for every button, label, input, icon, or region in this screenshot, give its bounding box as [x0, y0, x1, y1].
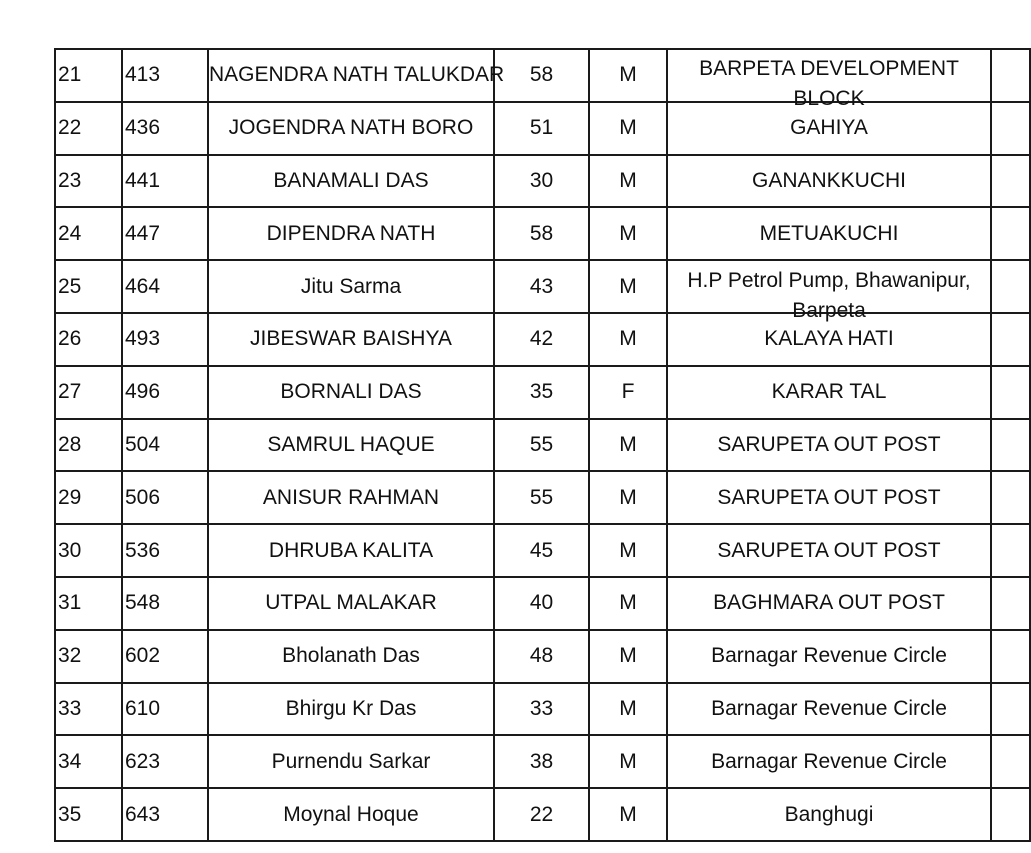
- office-cell: [667, 155, 991, 208]
- staff-table: [54, 48, 1031, 842]
- name-cell: BORNALI DAS: [208, 366, 494, 419]
- serial-number-cell: 32: [55, 630, 122, 683]
- gender-cell: M: [589, 155, 667, 208]
- serial-number-cell: 25: [55, 260, 122, 313]
- office-cell: [667, 471, 991, 524]
- office-text: GANANKKUCHI: [751, 168, 907, 192]
- office-cell: [667, 366, 991, 419]
- name-cell: DHRUBA KALITA: [208, 524, 494, 577]
- code-cell: 413: [122, 49, 208, 102]
- blank-cell: [991, 49, 1030, 102]
- serial-number-cell: 21: [55, 49, 122, 102]
- office-cell: [667, 630, 991, 683]
- code-cell: 464: [122, 260, 208, 313]
- serial-number-cell: 29: [55, 471, 122, 524]
- age-cell: 55: [494, 419, 589, 472]
- office-text: GAHIYA: [790, 116, 868, 140]
- serial-number-cell: 35: [55, 788, 122, 841]
- table-row: [55, 207, 1030, 260]
- office-text: Barnagar Revenue Circle: [711, 696, 947, 720]
- code-cell: 441: [122, 155, 208, 208]
- office-cell: [667, 207, 991, 260]
- serial-number-cell: 33: [55, 683, 122, 736]
- gender-cell: M: [589, 207, 667, 260]
- age-cell: 58: [494, 49, 589, 102]
- name-cell: Jitu Sarma: [208, 260, 494, 313]
- office-text: Barnagar Revenue Circle: [711, 644, 947, 668]
- gender-cell: F: [589, 366, 667, 419]
- serial-number-cell: 22: [55, 102, 122, 155]
- office-text: Barnagar Revenue Circle: [711, 749, 947, 773]
- name-cell: DIPENDRA NATH: [208, 207, 494, 260]
- office-text: H.P Petrol Pump, Bhawanipur, Barpeta: [687, 268, 971, 322]
- age-cell: 33: [494, 683, 589, 736]
- age-cell: 35: [494, 366, 589, 419]
- gender-cell: M: [589, 102, 667, 155]
- office-cell: [667, 260, 991, 322]
- office-cell: [667, 788, 991, 841]
- table-body: [55, 49, 1030, 841]
- serial-number-cell: 30: [55, 524, 122, 577]
- name-cell: JOGENDRA NATH BORO: [208, 102, 494, 155]
- blank-cell: [991, 155, 1030, 208]
- office-cell: [667, 683, 991, 736]
- office-cell: [667, 577, 991, 630]
- blank-cell: [991, 419, 1030, 472]
- gender-cell: M: [589, 735, 667, 788]
- name-cell: JIBESWAR BAISHYA: [208, 313, 494, 366]
- age-cell: 30: [494, 155, 589, 208]
- serial-number-cell: 31: [55, 577, 122, 630]
- name-cell: Bholanath Das: [208, 630, 494, 683]
- blank-cell: [991, 630, 1030, 683]
- gender-cell: M: [589, 630, 667, 683]
- code-cell: 496: [122, 366, 208, 419]
- name-cell: SAMRUL HAQUE: [208, 419, 494, 472]
- gender-cell: M: [589, 260, 667, 313]
- code-cell: 493: [122, 313, 208, 366]
- office-text: BAGHMARA OUT POST: [713, 591, 945, 615]
- gender-cell: M: [589, 313, 667, 366]
- blank-cell: [991, 524, 1030, 577]
- blank-cell: [991, 683, 1030, 736]
- name-cell: Bhirgu Kr Das: [208, 683, 494, 736]
- code-cell: 436: [122, 102, 208, 155]
- age-cell: 51: [494, 102, 589, 155]
- serial-number-cell: 24: [55, 207, 122, 260]
- serial-number-cell: 23: [55, 155, 122, 208]
- office-text: BARPETA DEVELOPMENT BLOCK: [699, 57, 959, 111]
- code-cell: 623: [122, 735, 208, 788]
- gender-cell: M: [589, 788, 667, 841]
- gender-cell: M: [589, 49, 667, 102]
- code-cell: 548: [122, 577, 208, 630]
- table-row: [55, 49, 1030, 102]
- office-cell: [667, 735, 991, 788]
- serial-number-cell: 34: [55, 735, 122, 788]
- blank-cell: [991, 577, 1030, 630]
- code-cell: 506: [122, 471, 208, 524]
- table-row: [55, 366, 1030, 419]
- table-row: [55, 630, 1030, 683]
- name-cell: ANISUR RAHMAN: [208, 471, 494, 524]
- blank-cell: [991, 366, 1030, 419]
- age-cell: 58: [494, 207, 589, 260]
- blank-cell: [991, 207, 1030, 260]
- code-cell: 447: [122, 207, 208, 260]
- gender-cell: M: [589, 524, 667, 577]
- serial-number-cell: 26: [55, 313, 122, 366]
- age-cell: 43: [494, 260, 589, 313]
- name-cell: NAGENDRA NATH TALUKDAR: [208, 49, 494, 102]
- table-row: [55, 735, 1030, 788]
- age-cell: 42: [494, 313, 589, 366]
- code-cell: 602: [122, 630, 208, 683]
- table-row: [55, 102, 1030, 155]
- office-text: KARAR TAL: [771, 380, 887, 404]
- table-row: [55, 788, 1030, 841]
- age-cell: 48: [494, 630, 589, 683]
- age-cell: 22: [494, 788, 589, 841]
- table-row: [55, 313, 1030, 366]
- table-row: [55, 471, 1030, 524]
- blank-cell: [991, 313, 1030, 366]
- age-cell: 45: [494, 524, 589, 577]
- age-cell: 40: [494, 577, 589, 630]
- serial-number-cell: 28: [55, 419, 122, 472]
- blank-cell: [991, 788, 1030, 841]
- table-row: [55, 419, 1030, 472]
- gender-cell: M: [589, 419, 667, 472]
- office-text: Banghugi: [784, 802, 874, 826]
- office-text: SARUPETA OUT POST: [717, 485, 941, 509]
- gender-cell: M: [589, 577, 667, 630]
- office-text: KALAYA HATI: [764, 327, 894, 351]
- office-cell: [667, 419, 991, 472]
- office-cell: [667, 49, 991, 111]
- gender-cell: M: [589, 683, 667, 736]
- table-row: [55, 524, 1030, 577]
- table-row: [55, 577, 1030, 630]
- code-cell: 536: [122, 524, 208, 577]
- table-row: [55, 683, 1030, 736]
- name-cell: Moynal Hoque: [208, 788, 494, 841]
- age-cell: 55: [494, 471, 589, 524]
- office-text: SARUPETA OUT POST: [717, 432, 941, 456]
- blank-cell: [991, 471, 1030, 524]
- gender-cell: M: [589, 471, 667, 524]
- blank-cell: [991, 735, 1030, 788]
- blank-cell: [991, 102, 1030, 155]
- name-cell: Purnendu Sarkar: [208, 735, 494, 788]
- serial-number-cell: 27: [55, 366, 122, 419]
- age-cell: 38: [494, 735, 589, 788]
- code-cell: 643: [122, 788, 208, 841]
- blank-cell: [991, 260, 1030, 313]
- code-cell: 504: [122, 419, 208, 472]
- table-row: [55, 260, 1030, 313]
- name-cell: UTPAL MALAKAR: [208, 577, 494, 630]
- code-cell: 610: [122, 683, 208, 736]
- office-text: METUAKUCHI: [759, 221, 899, 245]
- table-row: [55, 155, 1030, 208]
- office-text: SARUPETA OUT POST: [717, 538, 941, 562]
- office-cell: [667, 524, 991, 577]
- name-cell: BANAMALI DAS: [208, 155, 494, 208]
